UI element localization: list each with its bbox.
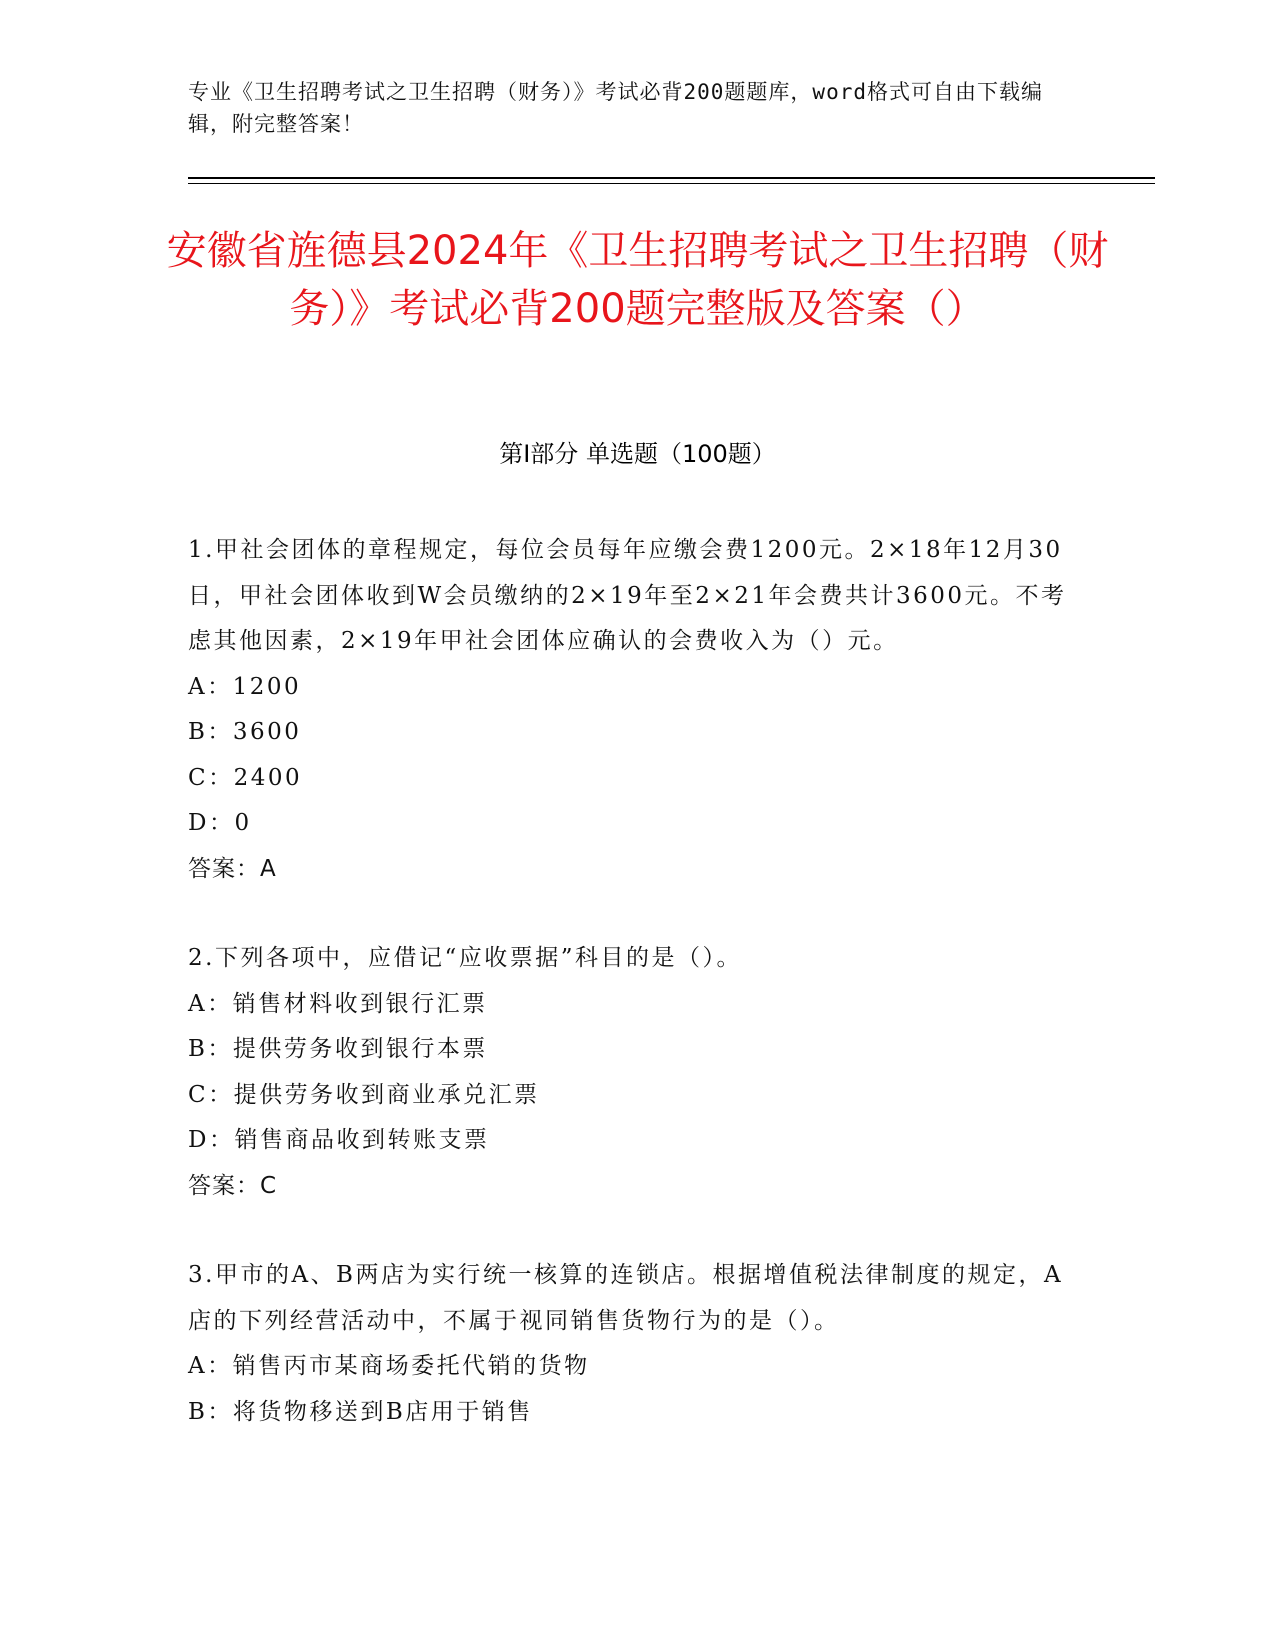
section-title: 第I部分 单选题（100题） — [499, 440, 776, 468]
option-d: D：销售商品收到转账支票 — [188, 1127, 490, 1153]
question-stem: 1.甲社会团体的章程规定，每位会员每年应缴会费1200元。2×18年12月30日，甲社会团体收到W会员缴纳的2×19年至2×21年会费共计3600元。不考虑其他因素，2×19年甲社会团体应确认的会费收入为（）元。 — [188, 537, 1067, 654]
question-stem: 2.下列各项中，应借记“应收票据”科目的是（）。 — [188, 945, 742, 971]
option-a: A：1200 — [188, 673, 302, 700]
option-d: D：0 — [188, 810, 252, 836]
question-1 — [188, 528, 1078, 892]
option-a: A：销售丙市某商场委托代销的货物 — [188, 1353, 590, 1379]
header-note: 专业《卫生招聘考试之卫生招聘（财务）》考试必背200题题库，word格式可自由下载编辑，附完整答案！ — [188, 80, 1043, 136]
answer: 答案：A — [188, 855, 277, 882]
option-c: C：2400 — [188, 764, 303, 791]
option-b: B：将货物移送到B店用于销售 — [188, 1398, 533, 1425]
header-divider-thin — [188, 183, 1155, 184]
question-2 — [188, 936, 1078, 1209]
question-list — [188, 528, 1078, 1479]
answer: 答案：C — [188, 1172, 278, 1199]
option-b: B：3600 — [188, 719, 302, 745]
option-a: A：销售材料收到银行汇票 — [188, 990, 488, 1017]
question-stem: 3.甲市的A、B两店为实行统一核算的连锁店。根据增值税法律制度的规定，A店的下列经营活动中，不属于视同销售货物行为的是（）。 — [188, 1262, 1064, 1334]
option-b: B：提供劳务收到银行本票 — [188, 1036, 488, 1062]
question-3 — [188, 1253, 1078, 1435]
document-title: 安徽省旌德县2024年《卫生招聘考试之卫生招聘（财务）》考试必背200题完整版及答案（） — [166, 228, 1109, 332]
option-c: C：提供劳务收到商业承兑汇票 — [188, 1081, 540, 1108]
header-divider — [188, 177, 1155, 179]
